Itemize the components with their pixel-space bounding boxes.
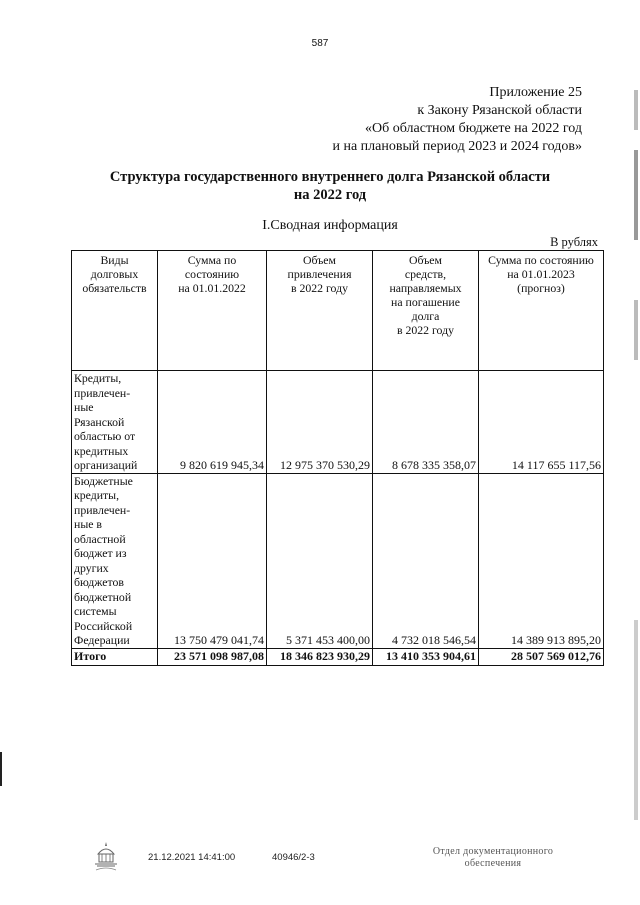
- footer-timestamp: 21.12.2021 14:41:00: [148, 852, 236, 863]
- scan-artifact: [634, 90, 638, 130]
- table-cell: 13 750 479 041,74: [158, 473, 267, 648]
- units-label: В рублях: [550, 235, 598, 249]
- table-row: [72, 371, 604, 474]
- table-cell: 4 732 018 546,54: [373, 473, 479, 648]
- total-cell: 13 410 353 904,61: [373, 648, 479, 665]
- total-row: [72, 648, 604, 665]
- row-label: Кредиты, привлечен- ные Рязанской областью от кредитных организаций: [72, 371, 158, 474]
- debt-structure-table: [71, 250, 604, 666]
- row-label: Бюджетные кредиты, привлечен- ные в областной бюджет из других бюджетов бюджетной системы Российской Федерации: [72, 473, 158, 648]
- table-cell: 12 975 370 530,29: [267, 371, 373, 474]
- appendix-line-2: к Закону Рязанской области: [417, 103, 582, 118]
- table-row: [72, 473, 604, 648]
- department-stamp: Отдел документационного обеспечения: [432, 846, 554, 869]
- table-cell: 8 678 335 358,07: [373, 371, 479, 474]
- scan-artifact: [634, 620, 638, 820]
- table-cell: 14 389 913 895,20: [479, 473, 604, 648]
- total-label: Итого: [72, 648, 158, 665]
- scan-artifact: [634, 300, 638, 360]
- appendix-line-1: Приложение 25: [489, 85, 582, 100]
- scan-artifact: [634, 150, 638, 240]
- table-cell: 9 820 619 945,34: [158, 371, 267, 474]
- document-title: [60, 168, 600, 204]
- header-cell: Объем привлечения в 2022 году: [267, 251, 373, 371]
- title-line-2: на 2022 год: [293, 187, 367, 203]
- total-cell: 23 571 098 987,08: [158, 648, 267, 665]
- emblem-logo-icon: [92, 840, 120, 874]
- appendix-reference: [332, 84, 582, 156]
- table-cell: 14 117 655 117,56: [479, 371, 604, 474]
- section-heading: I.Сводная информация: [262, 218, 398, 233]
- scan-edge-mark: [0, 752, 2, 786]
- table-cell: 5 371 453 400,00: [267, 473, 373, 648]
- total-cell: 28 507 569 012,76: [479, 648, 604, 665]
- header-cell: Объем средств, направляемых на погашение долга в 2022 году: [373, 251, 479, 371]
- footer-doc-id: 40946/2-3: [272, 852, 315, 863]
- header-cell: Сумма по состоянию на 01.01.2022: [158, 251, 267, 371]
- title-line-1: Структура государственного внутреннего долга Рязанской области: [109, 169, 551, 185]
- appendix-line-4: и на плановый период 2023 и 2024 годов»: [332, 139, 582, 154]
- header-cell: Виды долговых обязательств: [72, 251, 158, 371]
- total-cell: 18 346 823 930,29: [267, 648, 373, 665]
- table-header-row: [72, 251, 604, 371]
- header-cell: Сумма по состоянию на 01.01.2023 (прогноз): [479, 251, 604, 371]
- appendix-line-3: «Об областном бюджете на 2022 год: [365, 121, 582, 136]
- page-number: 587: [311, 38, 329, 49]
